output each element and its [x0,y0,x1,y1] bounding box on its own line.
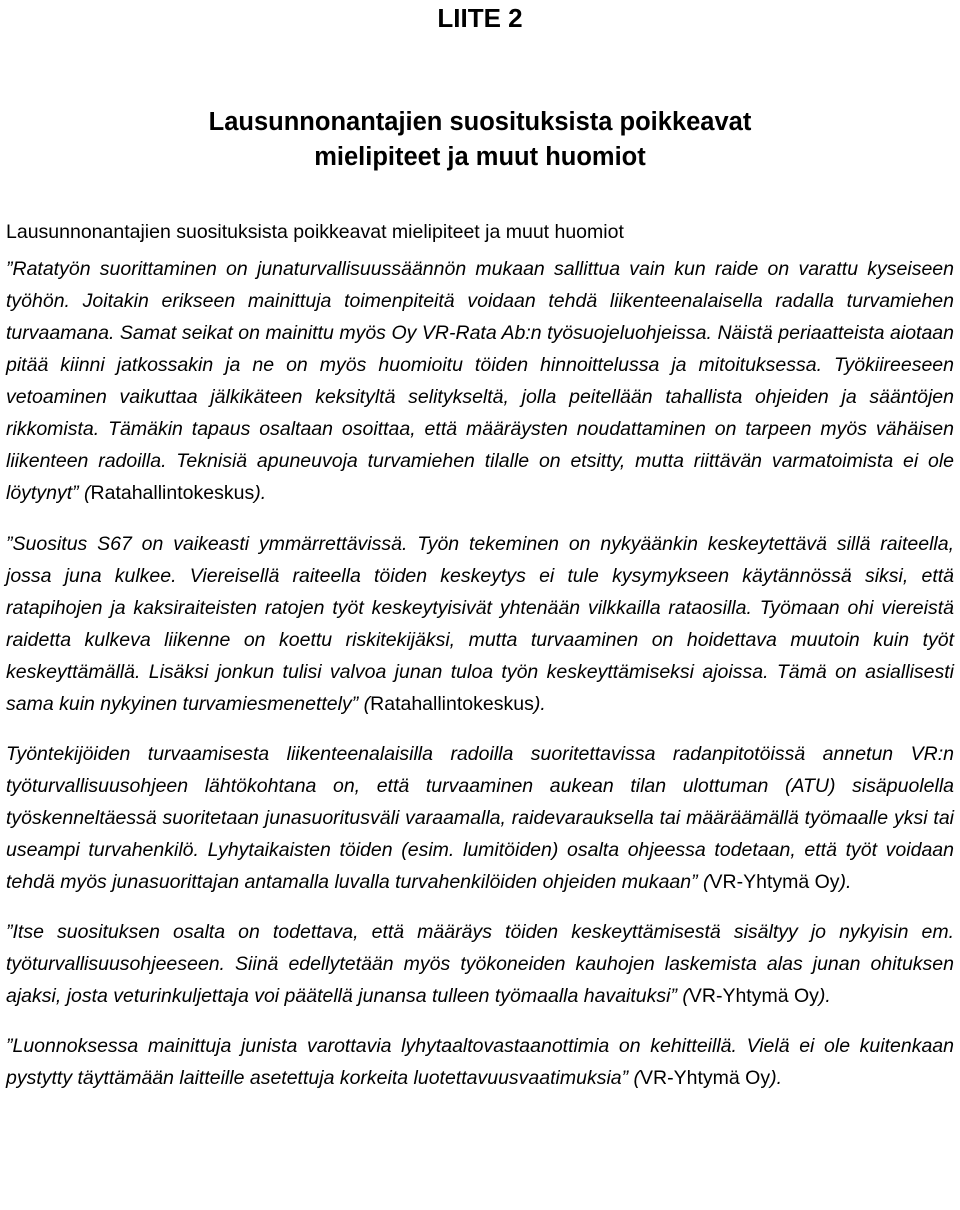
paragraph-2 [6,528,954,720]
paragraph-1-quote: ”Ratatyön suorittaminen on junaturvallisuussäännön mukaan sallittua vain kun raide on varattu kyseiseen työhön. Joitakin erikseen mainittuja toimenpiteitä voidaan tehdä liikenteenalaisella radalla turvamiehen turvaamana. Samat seikat on mainittu myös Oy VR-Rata Ab:n työsuojeluohjeissa. Näistä periaatteista aiotaan pitää kiinni jatkossakin ja ne on myös huomioitu töiden hinnoittelussa ja mitoituksessa. Työkiireeseen vetoaminen vaikuttaa jälkikäteen keksityltä selitykseltä, jolla peitellään tahallista ohjeiden ja sääntöjen rikkomista. Tämäkin tapaus osaltaan osoittaa, että määräysten noudattaminen on tarpeen myös vähäisen liikenteen radoilla. Teknisiä apuneuvoja turvamiehen tilalle on etsitty, mutta riittävän varmatoimista ei ole löytynyt” ( [6,258,954,504]
paragraph-4-quote: ”Itse suosituksen osalta on todettava, että määräys töiden keskeyttämisestä sisältyy jo nykyisin em. työturvallisuusohjeeseen. Siinä edellytetään myös työkoneiden kauhojen laskemista alas junan ohituksen ajaksi, josta veturinkuljettaja voi päätellä junansa tulleen työmaalla havaituksi” ( [6,921,954,1007]
appendix-label: LIITE 2 [437,3,523,33]
paragraph-1-source: Ratahallintokeskus [90,482,255,504]
paragraph-5-quote: ”Luonnoksessa mainittuja junista varottavia lyhytaaltovastaanottimia on kehitteillä. Vielä ei ole kuitenkaan pystytty täyttämään laitteille asetettuja korkeita luotettavuusvaatimuksia” ( [6,1035,954,1089]
paragraph-2-quote: ”Suositus S67 on vaikeasti ymmärrettävissä. Työn tekeminen on nykyäänkin keskeytettävä sillä raiteella, jossa juna kulkee. Viereisellä raiteella töiden keskeytys ei tule kysymykseen käytännössä siksi, että ratapihojen ja kaksiraiteisten ratojen työt keskeytyisivät yhtenään vilkkailla rataosilla. Työmaan ohi viereistä raidetta kulkeva liikenne on koettu riskitekijäksi, mutta turvaaminen on hoidettava muutoin kuin työt keskeyttämällä. Lisäksi jonkun tulisi valvoa junan tuloa työn keskeyttämiseksi ajoissa. Tämä on asiallisesti sama kuin nykyinen turvamiesmenettely” ( [6,533,954,715]
paragraph-2-source: Ratahallintokeskus [370,693,534,715]
paragraph-5 [6,1030,954,1094]
paragraph-4 [6,916,954,1012]
paragraph-3-quote: Työntekijöiden turvaamisesta liikenteenalaisilla radoilla suoritettavissa radanpitotöissä annetun VR:n työturvallisuusohjeen lähtökohtana on, että turvaaminen aukean tilan ulottuman (ATU) sisäpuolella työskenneltäessä suoritetaan junasuoritusväli varaamalla, raidevarauksella tai määräämällä työmaalle yksi tai useampi turvahenkilö. Lyhytaikaisten töiden (esim. lumitöiden) osalta ohjeessa todetaan, että työt voidaan tehdä myös junasuorittajan antamalla luvalla turvahenkilöiden ohjeiden mukaan” ( [6,743,954,893]
paragraph-3-source: VR-Yhtymä Oy [709,871,840,893]
title-line-2: mielipiteet ja muut huomiot [314,143,646,171]
paragraph-1 [6,253,954,509]
paragraph-3-tail: ). [839,871,852,893]
paragraph-1-tail: ). [254,482,267,504]
paragraph-5-tail: ). [770,1067,782,1089]
document-page [6,0,954,1094]
paragraph-2-tail: ). [533,693,546,715]
page-title [6,105,954,175]
paragraph-5-source: VR-Yhtymä Oy [640,1067,771,1089]
paragraph-4-tail: ). [818,985,831,1007]
title-line-1: Lausunnonantajien suosituksista poikkeavat [208,108,752,136]
paragraph-4-source: VR-Yhtymä Oy [688,985,819,1007]
paragraph-3 [6,738,954,898]
section-subtitle: Lausunnonantajien suosituksista poikkeavat mielipiteet ja muut huomiot [6,221,624,243]
